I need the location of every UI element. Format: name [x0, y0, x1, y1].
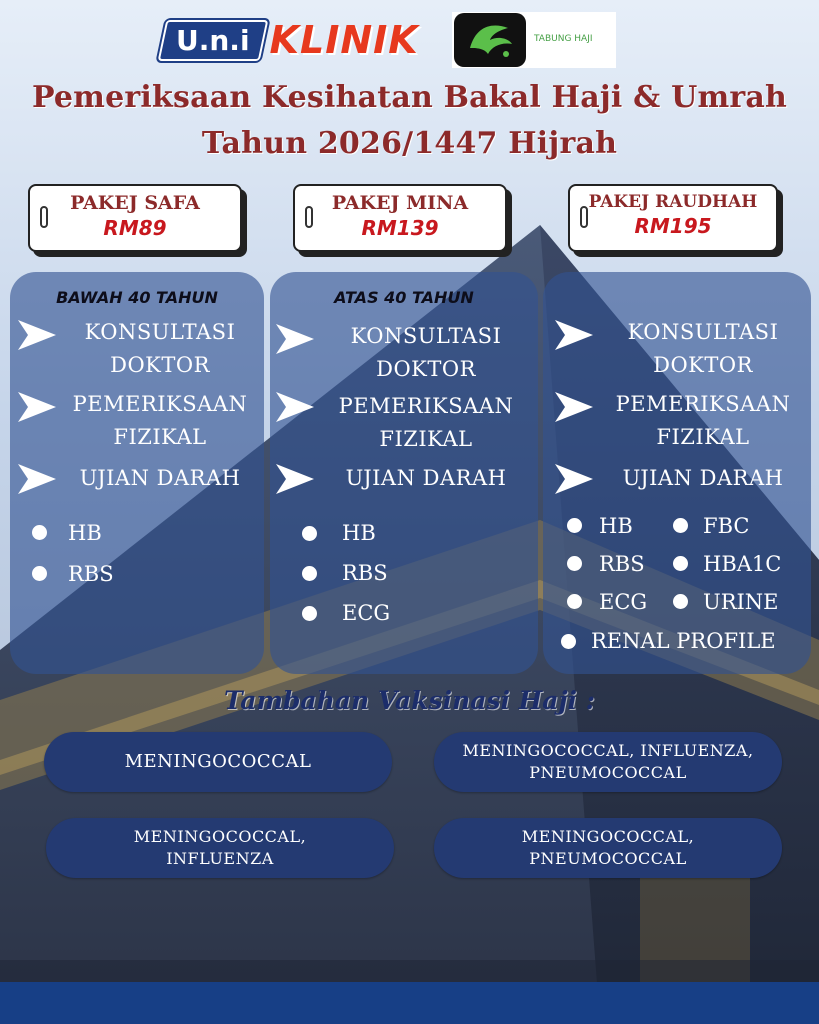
package-panel-mina: [270, 272, 538, 674]
test-item: RBS: [599, 552, 645, 576]
package-name: PAKEJ RAUDHAH: [588, 192, 758, 212]
bullet-icon: [673, 556, 688, 571]
bullet-icon: [32, 566, 47, 581]
bullet-icon: [567, 594, 582, 609]
test-item: HB: [342, 521, 376, 545]
test-item: HB: [599, 514, 633, 538]
package-name: PAKEJ MINA: [331, 192, 469, 214]
vaccine-option-3: MENINGOCOCCAL, INFLUENZA: [46, 818, 394, 878]
package-panel-safa: [10, 272, 264, 674]
service-item: PEMERIKSAAN FIZIKAL: [72, 392, 248, 449]
service-item: UJIAN DARAH: [79, 466, 241, 490]
vaccine-option-1: MENINGOCOCCAL: [44, 732, 392, 792]
test-item: HB: [68, 521, 102, 545]
package-panel-raudhah: [543, 272, 811, 674]
bullet-icon: [302, 566, 317, 581]
age-group-label: ATAS 40 TAHUN: [334, 288, 474, 307]
service-item: KONSULTASI DOKTOR: [84, 320, 236, 377]
bullet-icon: [561, 634, 576, 649]
bullet-icon: [673, 594, 688, 609]
arrow-right-icon: [555, 464, 593, 494]
package-tag-raudhah: [568, 184, 778, 252]
test-item: FBC: [703, 514, 750, 538]
arrow-right-icon: [18, 392, 56, 422]
bullet-icon: [567, 518, 582, 533]
page-title-line1: Pemeriksaan Kesihatan Bakal Haji & Umrah: [31, 80, 788, 115]
service-item: KONSULTASI DOKTOR: [627, 320, 779, 377]
test-item: ECG: [599, 590, 648, 614]
tabung-haji-text: TABUNG HAJI: [534, 34, 593, 45]
arrow-right-icon: [555, 320, 593, 350]
package-tag-safa: [28, 184, 242, 252]
bullet-icon: [567, 556, 582, 571]
test-item: HBA1C: [703, 552, 782, 576]
uniklinik-logo: [162, 16, 419, 64]
age-group-label: BAWAH 40 TAHUN: [56, 288, 218, 307]
klinik-logo-text: KLINIK: [269, 18, 419, 62]
arrow-right-icon: [276, 324, 314, 354]
package-price: RM195: [634, 214, 712, 238]
service-item: UJIAN DARAH: [622, 466, 784, 490]
test-item: RBS: [342, 561, 388, 585]
arrow-right-icon: [276, 392, 314, 422]
tag-hole-icon: [40, 206, 48, 228]
test-item: RBS: [68, 562, 114, 586]
service-item: PEMERIKSAAN FIZIKAL: [338, 394, 514, 451]
service-item: KONSULTASI DOKTOR: [350, 324, 502, 381]
bullet-icon: [302, 606, 317, 621]
bullet-icon: [302, 526, 317, 541]
page-title-line2: Tahun 2026/1447 Hijrah: [201, 126, 618, 161]
arrow-right-icon: [276, 464, 314, 494]
bullet-icon: [32, 525, 47, 540]
arrow-right-icon: [18, 464, 56, 494]
vaccine-option-4: MENINGOCOCCAL, PNEUMOCOCCAL: [434, 818, 782, 878]
package-tag-mina: [293, 184, 507, 252]
package-price: RM89: [103, 216, 167, 240]
arrow-right-icon: [18, 320, 56, 350]
bullet-icon: [673, 518, 688, 533]
service-item: PEMERIKSAAN FIZIKAL: [615, 392, 791, 449]
vaccine-option-2: MENINGOCOCCAL, INFLUENZA, PNEUMOCOCCAL: [434, 732, 782, 792]
footer-bar: [0, 982, 819, 1024]
tabung-haji-logo: [452, 12, 616, 68]
package-price: RM139: [361, 216, 439, 240]
logo-bar: [0, 8, 819, 68]
test-item: ECG: [342, 601, 391, 625]
service-item: UJIAN DARAH: [345, 466, 507, 490]
arrow-right-icon: [555, 392, 593, 422]
package-name: PAKEJ SAFA: [70, 192, 200, 214]
uni-logo-text: U.n.i: [176, 23, 250, 57]
tabung-haji-emblem-icon: [454, 13, 526, 67]
test-item: RENAL PROFILE: [591, 629, 776, 653]
tag-hole-icon: [580, 206, 588, 228]
tag-hole-icon: [305, 206, 313, 228]
test-item: URINE: [703, 590, 779, 614]
vaccination-title: Tambahan Vaksinasi Haji :: [224, 686, 595, 715]
